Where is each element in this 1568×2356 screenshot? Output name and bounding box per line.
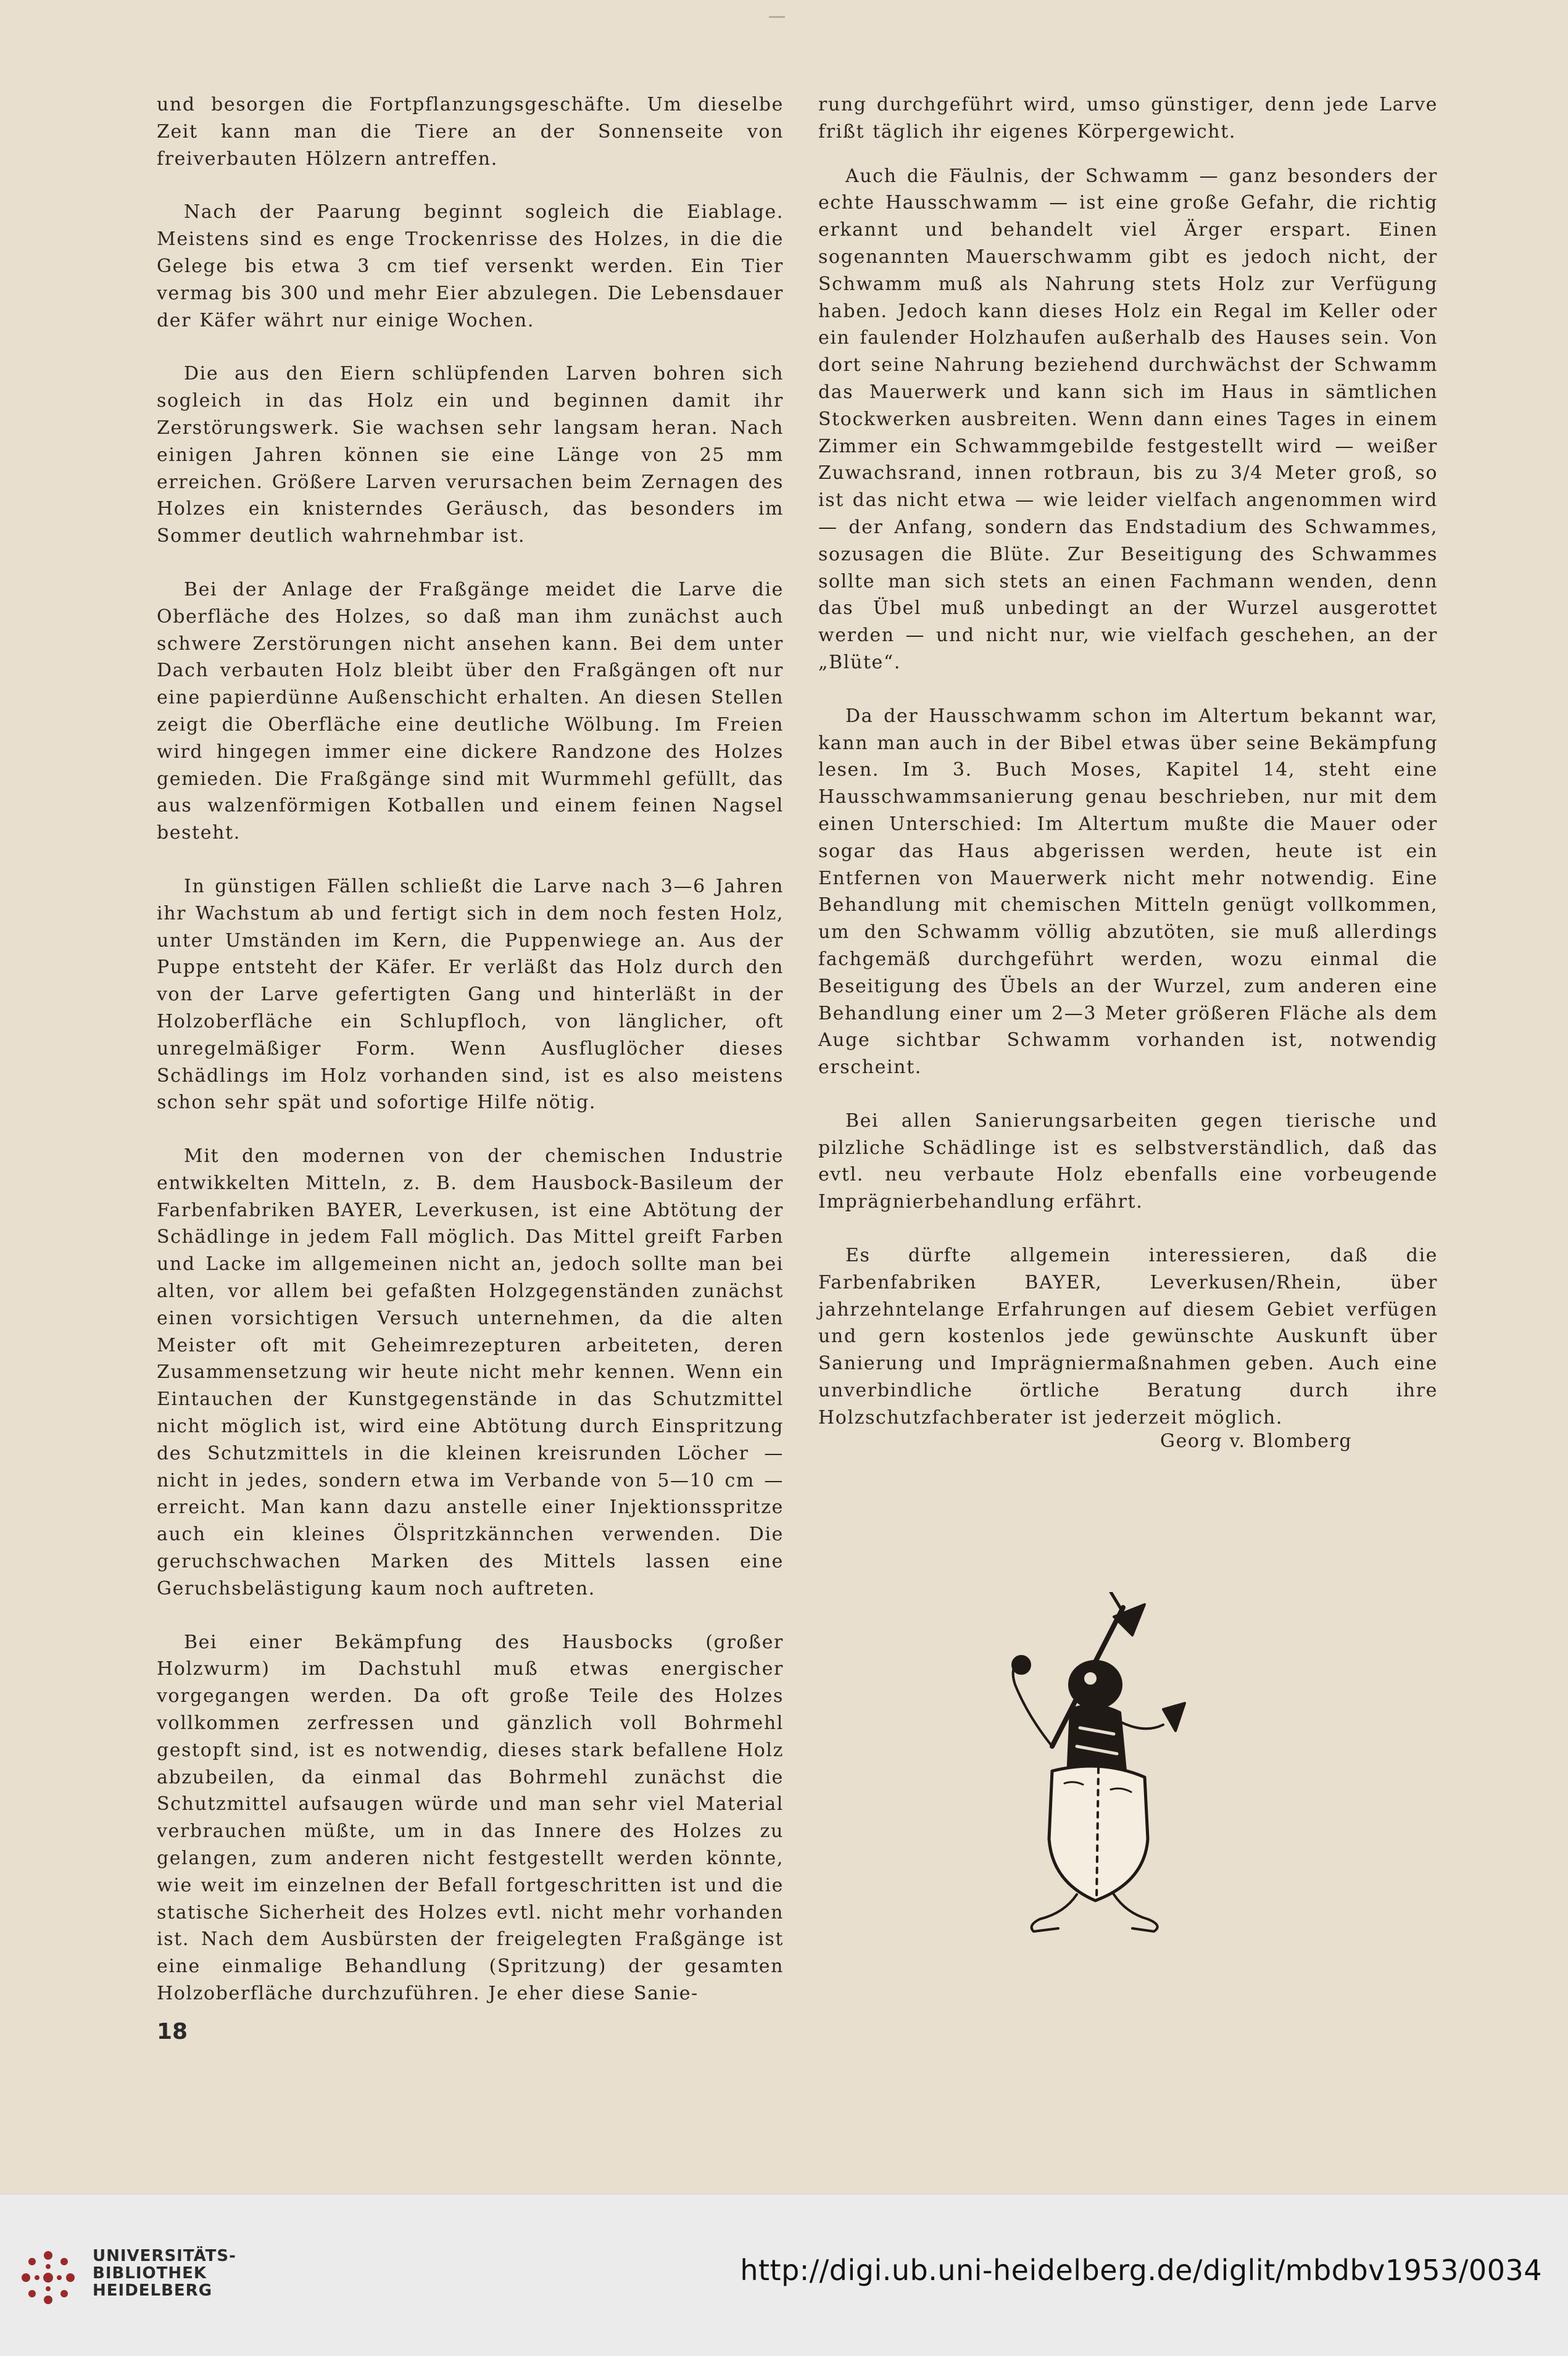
library-footer: [0, 2194, 1568, 2356]
logo-line: HEIDELBERG: [93, 2281, 213, 2300]
paragraph: rung durchgeführt wird, umso günstiger, denn jede Larve frißt täglich ihr eigenes Körpergewicht.: [818, 94, 1438, 143]
logo-line: UNIVERSITÄTS-: [93, 2247, 236, 2265]
paragraph: Die aus den Eiern schlüpfenden Larven bohren sich sogleich in das Holz ein und beginnen damit ihr Zerstörungswerk. Sie wachsen sehr langsam heran. Nach einigen Jahren können sie eine Länge von 25 mm erreichen. Größere Larven verursachen beim Zernagen des Holzes ein knisterndes Geräusch, das besonders im Sommer deutlich wahrnehmbar ist.: [157, 363, 784, 547]
paragraph: und besorgen die Fortpflanzungsgeschäfte. Um dieselbe Zeit kann man die Tiere an der Sonnenseite von freiverbauten Hölzern antreffen.: [157, 94, 784, 170]
scan-mark: [769, 16, 785, 18]
paragraph: In günstigen Fällen schließt die Larve nach 3—6 Jahren ihr Wachstum ab und fertigt sich in dem noch festen Holz, unter Umständen im Kern, die Puppenwiege an. Aus der Puppe entsteht der Käfer. Er verläßt das Holz durch den von der Larve gefertigten Gang und hinterläßt in der Holzoberfläche ein Schlupfloch, von länglicher, oft unregelmäßiger Form. Wenn Ausfluglöcher dieses Schädlings im Holz vorhanden sind, ist es also meistens schon sehr spät und sofortige Hilfe nötig.: [157, 875, 784, 1114]
knight-with-shield-illustration-icon: [960, 1592, 1219, 1938]
left-text-column: [157, 91, 784, 2034]
paragraph: Es dürfte allgemein interessieren, daß die Farbenfabriken BAYER, Leverkusen/Rhein, über jahrzehntelange Erfahrungen auf diesem Gebiet verfügen und gern kostenlos jede gewünschte Auskunft über Sanierung und Imprägniermaßnahmen geben. Auch eine unverbindliche örtliche Beratung durch ihre Holzschutzfachberater ist jederzeit möglich.: [818, 1245, 1438, 1429]
page-number: 18: [157, 2019, 188, 2044]
permalink-url[interactable]: http://digi.ub.uni-heidelberg.de/diglit/mbdbv1953/0034: [740, 2254, 1542, 2287]
author-signature: Georg v. Blomberg: [1160, 1430, 1353, 1452]
paragraph: Bei allen Sanierungsarbeiten gegen tierische und pilzliche Schädlinge ist es selbstverständlich, daß das evtl. neu verbaute Holz ebenfalls eine vorbeugende Imprägnierbehandlung erfährt.: [818, 1110, 1438, 1213]
paragraph: Da der Hausschwamm schon im Altertum bekannt war, kann man auch in der Bibel etwas über seine Bekämpfung lesen. Im 3. Buch Moses, Kapitel 14, steht eine Hausschwammsanierung genau beschrieben, nur mit dem einen Unterschied: Im Altertum mußte die Mauer oder sogar das Haus abgerissen werden, heute ist ein Entfernen von Mauerwerk nicht mehr notwendig. Eine Behandlung mit chemischen Mitteln genügt vollkommen, um den Schwamm völlig abzutöten, sie muß allerdings fachgemäß durchgeführt werden, wozu einmal die Beseitigung des Übels an der Wurzel, zum anderen eine Behandlung einer um 2—3 Meter größeren Fläche als dem Auge sichtbar Schwamm vorhanden ist, notwendig erscheint.: [818, 705, 1438, 1079]
paragraph: Bei einer Bekämpfung des Hausbocks (großer Holzwurm) im Dachstuhl muß etwas energischer vorgegangen werden. Da oft große Teile des Holzes vollkommen zerfressen und gänzlich voll Bohrmehl gestopft sind, ist es notwendig, dieses stark befallene Holz abzubeilen, da einmal das Bohrmehl zunächst die Schutzmittel aufsaugen würde und man sehr viel Material verbrauchen müßte, um in das Innere des Holzes zu gelangen, zum anderen nicht festgestellt werden könnte, wie weit im einzelnen der Befall fortgeschritten ist und die statische Sicherheit des Holzes evtl. nicht mehr vorhanden ist. Nach dem Ausbürsten der freigelegten Fraßgänge ist eine einmalige Behandlung (Spritzung) der gesamten Holzoberfläche durchzuführen. Je eher diese Sanie-: [157, 1631, 784, 2004]
paragraph: Nach der Paarung beginnt sogleich die Eiablage. Meistens sind es enge Trockenrisse des Holzes, in die die Gelege bis etwa 3 cm tief versenkt werden. Ein Tier vermag bis 300 und mehr Eier abzulegen. Die Lebensdauer der Käfer währt nur einige Wochen.: [157, 201, 784, 331]
paragraph: Auch die Fäulnis, der Schwamm — ganz besonders der echte Hausschwamm — ist eine große Gefahr, die richtig erkannt und behandelt viel Ärger erspart. Einen sogenannten Mauerschwamm gibt es jedoch nicht, der Schwamm muß als Nahrung stets Holz zur Verfügung haben. Jedoch kann dieses Holz ein Regal im Keller oder ein faulender Holzhaufen außerhalb des Hauses sein. Von dort seine Nahrung beziehend durchwächst der Schwamm das Mauerwerk und kann sich im Haus in sämtlichen Stockwerken ausbreiten. Wenn dann eines Tages in einem Zimmer ein Schwammgebilde festgestellt wird — weißer Zuwachsrand, innen rotbraun, bis zu 3/4 Meter groß, so ist das nicht etwa — wie leider vielfach angenommen wird — der Anfang, sondern das Endstadium des Schwammes, sozusagen die Blüte. Zur Beseitigung des Schwammes sollte man sich stets an einen Fachmann wenden, denn das Übel muß unbedingt an der Wurzel ausgerottet werden — und nicht nur, wie vielfach geschehen, an der „Blüte“.: [818, 165, 1438, 673]
university-seal-icon: [17, 2247, 79, 2308]
library-logo-text[interactable]: [93, 2247, 236, 2299]
paragraph: Bei der Anlage der Fraßgänge meidet die Larve die Oberfläche des Holzes, so daß man ihm zunächst auch schwere Zerstörungen nicht ansehen kann. Bei dem unter Dach verbauten Holz bleibt über den Fraßgängen oft nur eine papierdünne Außenschicht erhalten. An diesen Stellen zeigt die Oberfläche eine deutliche Wölbung. Im Freien wird hingegen immer eine dickere Randzone des Holzes gemieden. Die Fraßgänge sind mit Wurmmehl gefüllt, das aus walzenförmigen Kotballen und einem feinen Nagsel besteht.: [157, 578, 784, 844]
paragraph: Mit den modernen von der chemischen Industrie entwikkelten Mitteln, z. B. dem Hausbock-Basileum der Farbenfabriken BAYER, Leverkusen, ist eine Abtötung der Schädlinge in jedem Fall möglich. Das Mittel greift Farben und Lacke im allgemeinen nicht an, jedoch sollte man bei alten, vor allem bei gefaßten Holzgegenständen zunächst einen vorsichtigen Versuch unternehmen, da die alten Meister oft mit Geheimrezepturen arbeiteten, deren Zusammensetzung wir heute nicht mehr kennen. Wenn ein Eintauchen der Kunstgegenstände in das Schutzmittel nicht möglich ist, wird eine Abtötung durch Einspritzung des Schutzmittels in die kleinen kreisrunden Löcher — nicht in jedes, sondern etwa im Verbande von 5—10 cm — erreicht. Man kann dazu anstelle einer Injektionsspritze auch ein kleines Ölspritzkännchen verwenden. Die geruchschwachen Marken des Mittels lassen eine Geruchsbelästigung kaum noch auftreten.: [157, 1145, 784, 1599]
right-text-column: [818, 91, 1438, 1458]
logo-line: BIBLIOTHEK: [93, 2264, 207, 2283]
